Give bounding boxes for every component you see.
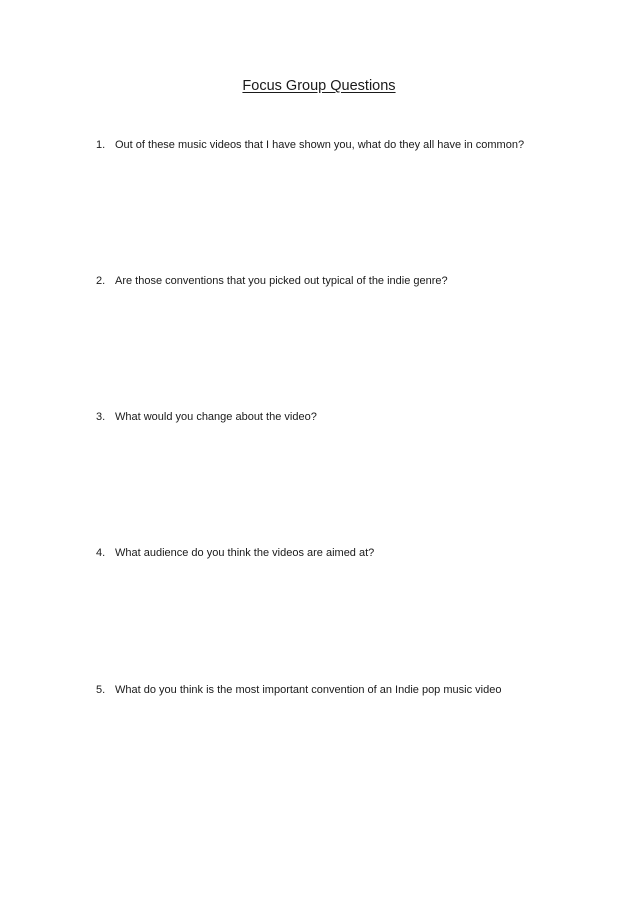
- question-text: Out of these music videos that I have shown you, what do they all have in common?: [115, 139, 525, 151]
- question-text: What do you think is the most important convention of an Indie pop music video: [115, 684, 502, 696]
- question-item-3: [96, 410, 596, 424]
- question-number: 5.: [96, 684, 106, 696]
- question-text: What would you change about the video?: [115, 411, 317, 423]
- question-number: 4.: [96, 547, 106, 559]
- question-number: 3.: [96, 411, 106, 423]
- question-text: What audience do you think the videos are aimed at?: [115, 547, 375, 559]
- question-number: 1.: [96, 139, 106, 151]
- question-number: 2.: [96, 275, 106, 287]
- question-item-4: [96, 546, 596, 560]
- question-text: Are those conventions that you picked out typical of the indie genre?: [115, 275, 448, 287]
- question-item-5: [96, 683, 596, 697]
- question-item-1: [96, 138, 596, 152]
- question-item-2: [96, 274, 596, 288]
- document-title: Focus Group Questions: [242, 78, 396, 94]
